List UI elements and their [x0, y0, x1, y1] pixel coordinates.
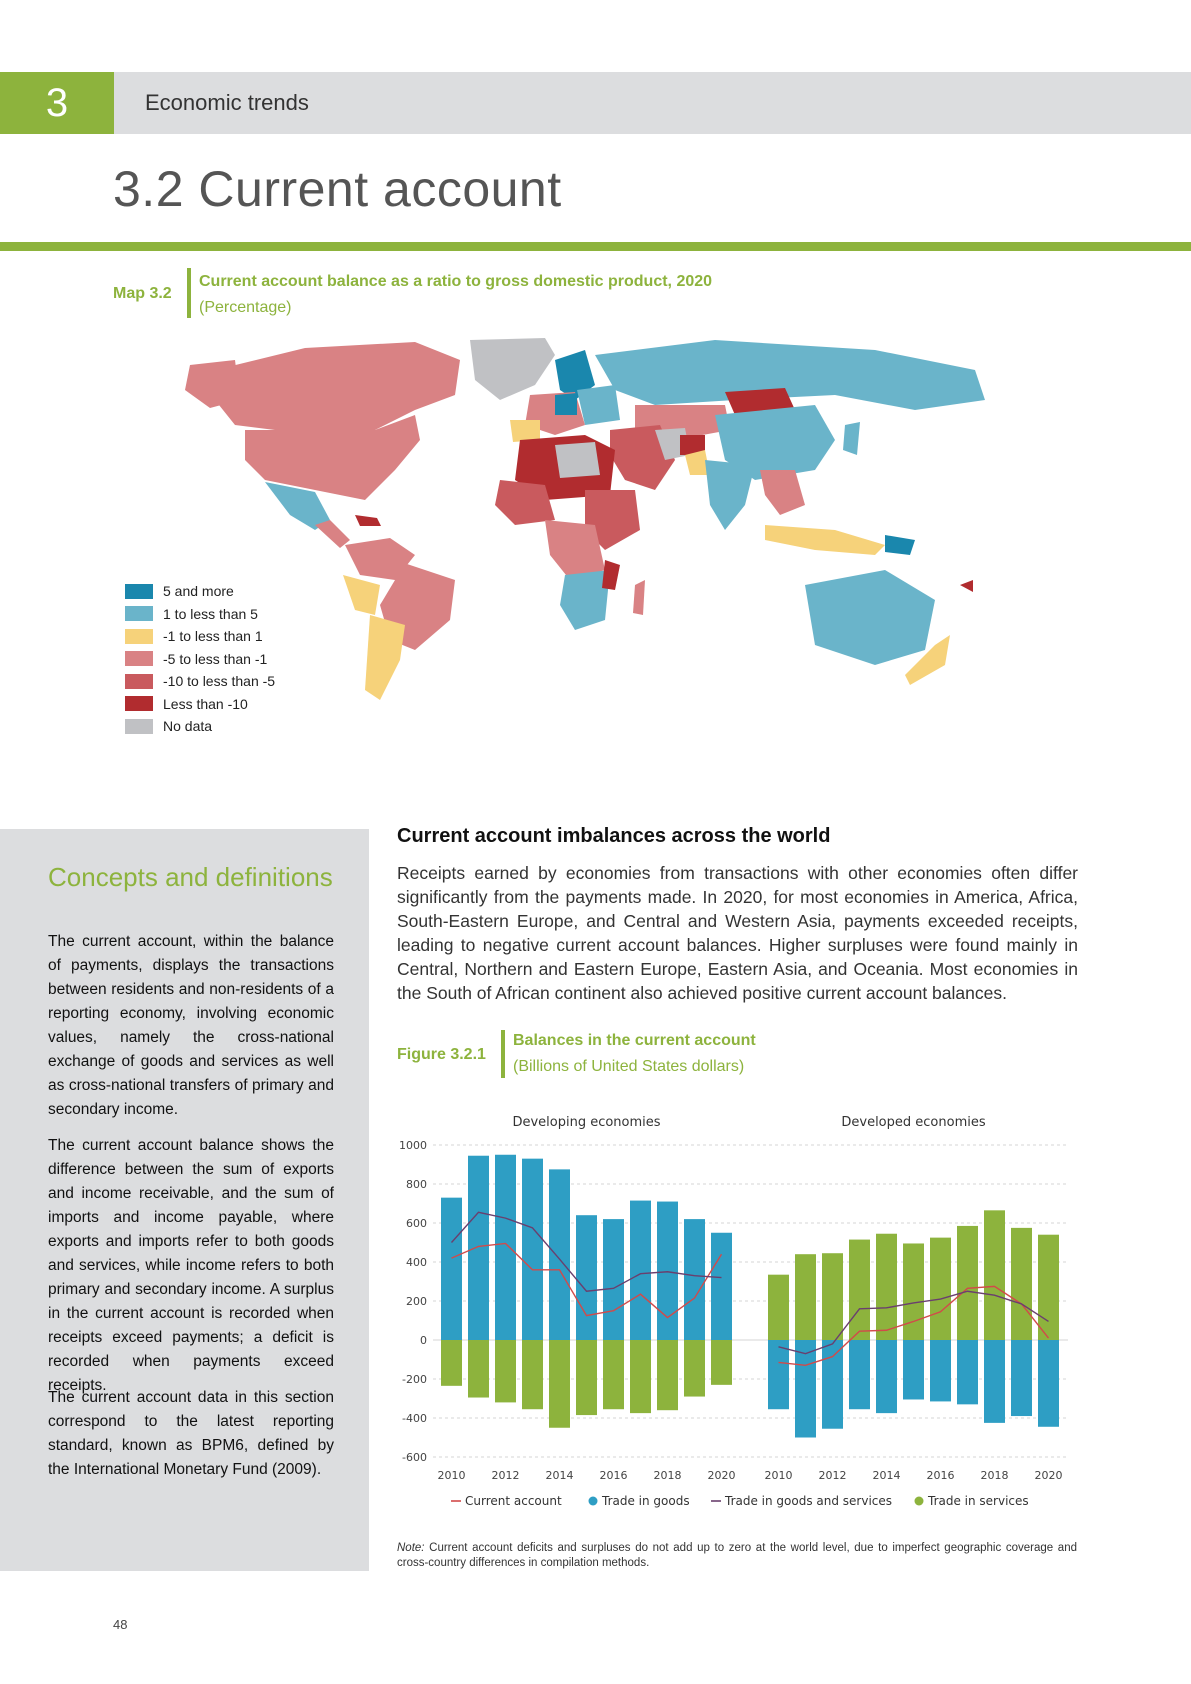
- body-heading: Current account imbalances across the world: [397, 825, 831, 847]
- map-region-southern-africa: [560, 570, 610, 630]
- goods-bar: [1011, 1340, 1032, 1416]
- y-tick-label: -200: [402, 1373, 427, 1386]
- map-region-sahara: [555, 442, 600, 478]
- goods-bar: [849, 1340, 870, 1409]
- services-bar: [876, 1234, 897, 1340]
- body-paragraph: Receipts earned by economies from transactions with other economies often differ significantly from the payments made. In 2020, for most economies in America, Africa, South-Eastern Europe, and Central and Western Asia, payments exceeded receipts, leading to negative current account balances. Higher surpluses were found mainly in Central, Northern and Eastern Europe, Eastern Asia, and Oceania. Most economies in the South of African continent also achieved positive current account balances.: [397, 863, 1078, 1003]
- services-bar: [603, 1340, 624, 1409]
- x-tick-label: 2014: [545, 1469, 574, 1482]
- x-tick-label: 2016: [599, 1469, 628, 1482]
- figure-subtitle: (Billions of United States dollars): [513, 1058, 745, 1075]
- y-tick-label: 800: [406, 1178, 427, 1191]
- map-legend: [125, 580, 275, 738]
- y-tick-label: 200: [406, 1295, 427, 1308]
- map-region-eastern-europe: [577, 385, 620, 425]
- services-bar: [1011, 1228, 1032, 1340]
- goods-bar: [684, 1219, 705, 1340]
- map-region-central-america: [315, 520, 350, 548]
- goods-bar: [468, 1156, 489, 1340]
- legend-label: Current account: [465, 1494, 562, 1508]
- legend-swatch: [125, 651, 153, 666]
- services-bar: [495, 1340, 516, 1402]
- y-tick-label: 600: [406, 1217, 427, 1230]
- map-region-indonesia: [765, 525, 885, 555]
- goods-bar: [1038, 1340, 1059, 1427]
- services-bar: [711, 1340, 732, 1385]
- legend-label: No data: [163, 718, 213, 735]
- legend-dot-marker: [589, 1497, 598, 1506]
- goods-bar: [549, 1169, 570, 1340]
- services-bar: [957, 1226, 978, 1340]
- map-caption-divider: [187, 268, 191, 318]
- legend-label: -5 to less than -1: [163, 650, 268, 667]
- goods-bar: [930, 1340, 951, 1401]
- y-tick-label: 0: [420, 1334, 427, 1347]
- services-bar: [903, 1243, 924, 1340]
- legend-label: Trade in goods: [602, 1494, 690, 1508]
- services-bar: [684, 1340, 705, 1397]
- map-region-japan: [843, 422, 860, 455]
- map-tag: Map 3.2: [113, 285, 172, 302]
- legend-swatch: [125, 606, 153, 621]
- services-bar: [849, 1240, 870, 1340]
- map-region-mozambique: [602, 560, 620, 590]
- map-region-peru: [343, 575, 380, 615]
- services-bar: [795, 1254, 816, 1340]
- goods-bar: [711, 1233, 732, 1340]
- services-bar: [441, 1340, 462, 1386]
- sidebar-paragraph: The current account balance shows the difference between the sum of exports and income receivable, and the sum of imports and income payable, where exports and imports refer to both goods and services, while income refers to both primary and secondary income. A surplus in the current account is recorded when receipts exceed payments; a deficit is recorded when payments exceed receipts.: [48, 1137, 334, 1394]
- services-bar: [630, 1340, 651, 1413]
- legend-item: [125, 670, 275, 693]
- services-bar: [1038, 1235, 1059, 1340]
- legend-item: [125, 693, 275, 716]
- map-region-papua: [885, 535, 915, 555]
- map-region-australia: [805, 570, 935, 665]
- goods-bar: [576, 1215, 597, 1340]
- map-region-madagascar: [633, 580, 645, 615]
- legend-swatch: [125, 696, 153, 711]
- x-tick-label: 2020: [707, 1469, 736, 1482]
- legend-swatch: [125, 584, 153, 599]
- services-bar: [468, 1340, 489, 1398]
- goods-bar: [657, 1202, 678, 1340]
- map-region-greenland: [470, 338, 555, 400]
- legend-label: Less than -10: [163, 695, 248, 712]
- legend-item: [125, 648, 275, 671]
- legend-item: [125, 580, 275, 603]
- goods-bar: [876, 1340, 897, 1413]
- goods-bar: [522, 1159, 543, 1340]
- goods-bar: [984, 1340, 1005, 1423]
- legend-swatch: [125, 674, 153, 689]
- map-region-germany: [555, 393, 577, 415]
- figure-note: [397, 1541, 1077, 1571]
- services-bar: [768, 1275, 789, 1340]
- legend-item: [125, 625, 275, 648]
- legend-swatch: [125, 629, 153, 644]
- goods-bar: [795, 1340, 816, 1438]
- map-region-india: [705, 460, 755, 530]
- goods-bar: [495, 1155, 516, 1340]
- x-tick-label: 2020: [1034, 1469, 1063, 1482]
- legend-item: [125, 715, 275, 738]
- figure-caption-divider: [501, 1030, 505, 1078]
- section-title: 3.2 Current account: [113, 161, 562, 217]
- panel-title: Developed economies: [841, 1115, 986, 1130]
- legend-label: -10 to less than -5: [163, 673, 276, 690]
- map-region-caribbean: [355, 515, 381, 526]
- map-region-alaska: [185, 360, 240, 408]
- x-tick-label: 2018: [653, 1469, 682, 1482]
- panel-title: Developing economies: [512, 1115, 661, 1130]
- chapter-number: 3: [45, 80, 69, 125]
- y-tick-label: 400: [406, 1256, 427, 1269]
- x-tick-label: 2010: [764, 1469, 793, 1482]
- x-tick-label: 2016: [926, 1469, 955, 1482]
- goods-bar: [630, 1201, 651, 1340]
- goods-bar: [957, 1340, 978, 1404]
- legend-label: Trade in services: [928, 1494, 1029, 1508]
- section-divider: [0, 242, 1191, 251]
- goods-bar: [903, 1340, 924, 1399]
- goods-bar: [603, 1219, 624, 1340]
- legend-label: Trade in goods and services: [725, 1494, 893, 1508]
- chapter-title: Economic trends: [145, 90, 309, 115]
- goods-bar: [768, 1340, 789, 1409]
- x-tick-label: 2012: [818, 1469, 847, 1482]
- figure-title: Balances in the current account: [513, 1032, 756, 1049]
- y-tick-label: -400: [402, 1412, 427, 1425]
- goods-bar: [441, 1198, 462, 1340]
- figure-tag: Figure 3.2.1: [397, 1046, 486, 1063]
- note-text: Current account deficits and surpluses do not add up to zero at the world level, due to imperfect geographic coverage and cross-country differences in compilation methods.: [397, 1542, 1077, 1569]
- y-tick-label: 1000: [399, 1139, 427, 1152]
- map-region-southeast-asia: [760, 470, 805, 515]
- legend-label: 1 to less than 5: [163, 605, 258, 622]
- sidebar-paragraph: The current account, within the balance of payments, displays the transactions between residents and non-residents of a reporting economy, involving economic values, namely the cross-national exchange of goods and services as well as cross-national transfers of primary and secondary income.: [48, 933, 334, 1118]
- x-tick-label: 2014: [872, 1469, 901, 1482]
- current-account-chart: [393, 1105, 1083, 1525]
- map-region-pacific-islands: [960, 580, 973, 592]
- legend-item: [125, 603, 275, 626]
- x-tick-label: 2012: [491, 1469, 520, 1482]
- services-bar: [930, 1238, 951, 1340]
- map-subtitle: (Percentage): [199, 299, 292, 316]
- map-region-iberia: [510, 420, 540, 442]
- map-title: Current account balance as a ratio to gross domestic product, 2020: [199, 273, 713, 290]
- sidebar-paragraph: The current account data in this section correspond to the latest reporting standard, known as BPM6, defined by the International Monetary Fund (2009).: [48, 1389, 334, 1478]
- map-region-argentina: [365, 615, 405, 700]
- x-tick-label: 2010: [437, 1469, 466, 1482]
- legend-swatch: [125, 719, 153, 734]
- services-bar: [549, 1340, 570, 1428]
- services-bar: [984, 1210, 1005, 1340]
- goods-bar: [822, 1340, 843, 1429]
- y-tick-label: -600: [402, 1451, 427, 1464]
- chapter-number-box: [0, 72, 114, 134]
- services-bar: [576, 1340, 597, 1415]
- services-bar: [657, 1340, 678, 1410]
- legend-dot-marker: [915, 1497, 924, 1506]
- page-number: 48: [113, 1617, 128, 1632]
- legend-label: 5 and more: [163, 583, 234, 600]
- note-label: Note:: [397, 1542, 425, 1554]
- services-bar: [522, 1340, 543, 1409]
- map-region-canada: [215, 342, 460, 430]
- legend-label: -1 to less than 1: [163, 628, 263, 645]
- sidebar-heading: Concepts and definitions: [48, 862, 333, 892]
- services-bar: [822, 1253, 843, 1340]
- chart-svg: [393, 1105, 1083, 1525]
- x-tick-label: 2018: [980, 1469, 1009, 1482]
